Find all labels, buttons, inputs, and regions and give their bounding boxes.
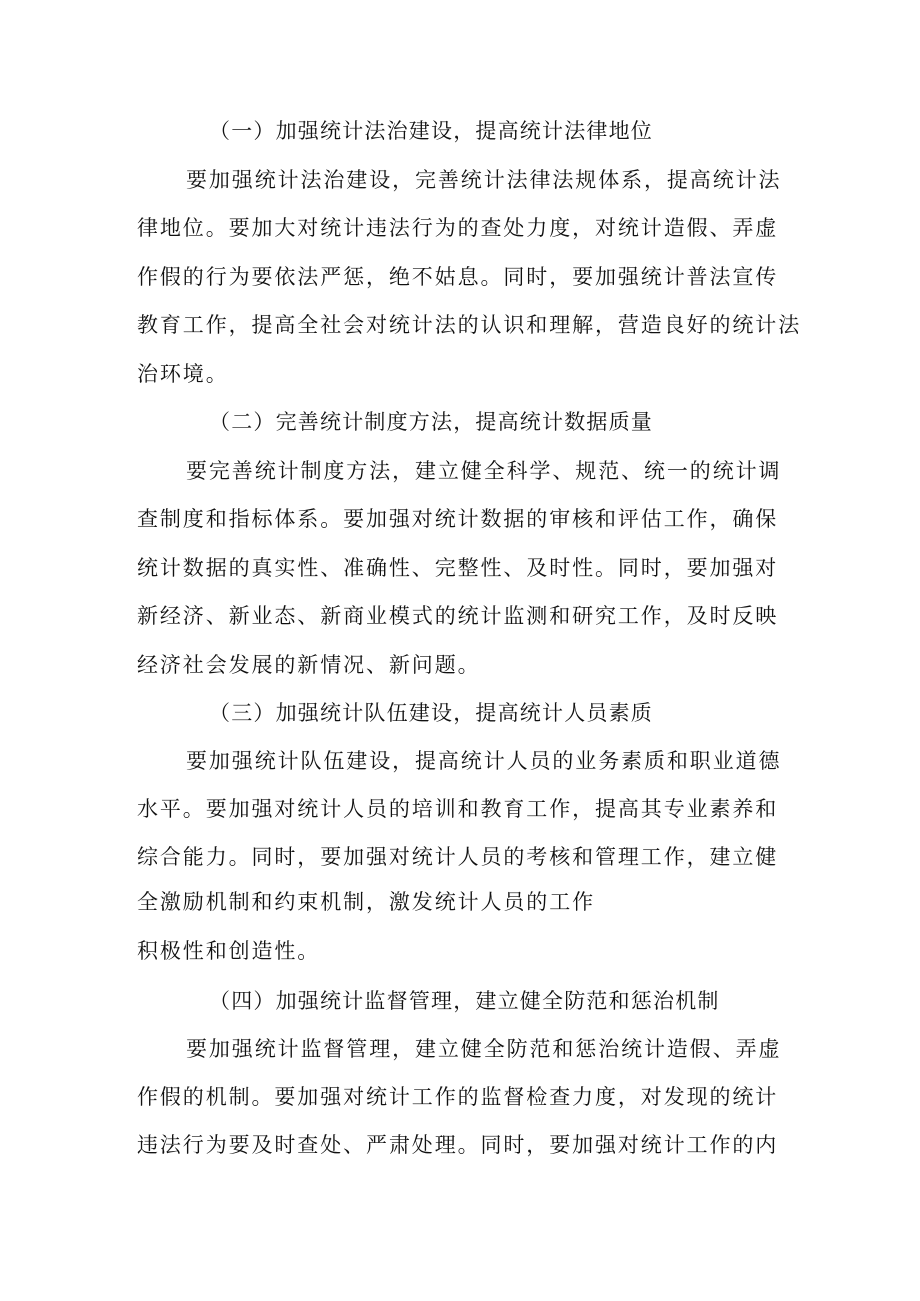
section-heading-3: （三）加强统计队伍建设，提高统计人员素质 (209, 701, 653, 725)
paragraph-line: 要加强统计监督管理，建立健全防范和惩治统计造假、弄虚 (186, 1037, 782, 1061)
paragraph-line: 教育工作，提高全社会对统计法的认识和理解，营造良好的统计法 (137, 313, 802, 337)
paragraph-line: 律地位。要加大对统计违法行为的查处力度，对统计造假、弄虚 (137, 216, 779, 240)
paragraph-line: 统计数据的真实性、准确性、完整性、及时性。同时，要加强对 (137, 556, 779, 580)
paragraph-line: 违法行为要及时查处、严肃处理。同时，要加强对统计工作的内 (137, 1133, 779, 1157)
paragraph-line: 作假的机制。要加强对统计工作的监督检查力度，对发现的统计 (137, 1085, 779, 1109)
section-heading-4: （四）加强统计监督管理，建立健全防范和惩治机制 (209, 989, 720, 1013)
paragraph-line: 经济社会发展的新情况、新问题。 (137, 653, 481, 677)
paragraph-line: 积极性和创造性。 (137, 939, 321, 963)
section-heading-1: （一）加强统计法治建设，提高统计法律地位 (209, 119, 653, 143)
paragraph-line: 水平。要加强对统计人员的培训和教育工作，提高其专业素养和 (137, 797, 779, 821)
paragraph-line: 要加强统计法治建设，完善统计法律法规体系，提高统计法 (186, 168, 782, 192)
paragraph-line: 要完善统计制度方法，建立健全科学、规范、统一的统计调 (186, 459, 782, 483)
paragraph-line: 要加强统计队伍建设，提高统计人员的业务素质和职业道德 (186, 749, 782, 773)
paragraph-line: 查制度和指标体系。要加强对统计数据的审核和评估工作，确保 (137, 507, 779, 531)
section-heading-2: （二）完善统计制度方法，提高统计数据质量 (209, 410, 653, 434)
paragraph-line: 全激励机制和约束机制，激发统计人员的工作 (137, 890, 595, 914)
paragraph-line: 新经济、新业态、新商业模式的统计监测和研究工作，及时反映 (137, 604, 779, 628)
paragraph-line: 作假的行为要依法严惩，绝不姑息。同时，要加强统计普法宣传 (137, 265, 779, 289)
paragraph-line: 综合能力。同时，要加强对统计人员的考核和管理工作，建立健 (137, 845, 779, 869)
paragraph-line: 治环境。 (137, 362, 229, 386)
